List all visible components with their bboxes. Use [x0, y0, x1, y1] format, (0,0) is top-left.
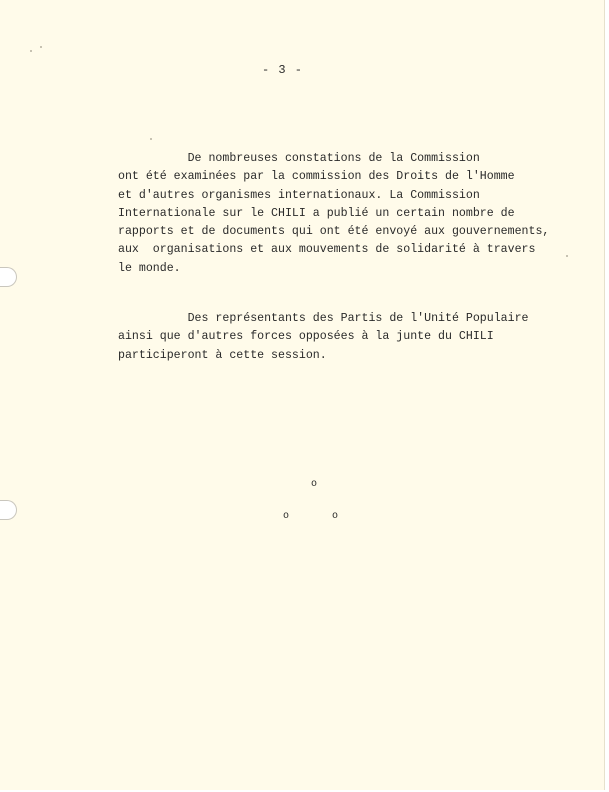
text-line: rapports et de documents qui ont été envoyé aux gouvernements, — [118, 225, 550, 239]
text-line: participeront à cette session. — [118, 348, 327, 362]
paper-speck — [40, 46, 42, 48]
paper-speck — [30, 50, 32, 52]
paragraph-commission-findings — [118, 150, 549, 278]
page-number: - 3 - — [262, 63, 304, 77]
text-line: De nombreuses constations de la Commission — [118, 152, 480, 165]
text-line: Internationale sur le CHILI a publié un certain nombre de — [118, 206, 515, 220]
paper-speck — [566, 255, 568, 257]
punch-hole — [0, 500, 17, 520]
text-line: Des représentants des Partis de l'Unité Populaire — [118, 312, 529, 325]
paper-speck — [150, 138, 152, 140]
text-line: ainsi que d'autres forces opposées à la junte du CHILI — [118, 330, 494, 344]
text-line: et d'autres organismes internationaux. La Commission — [118, 188, 480, 202]
text-line: aux organisations et aux mouvements de solidarité à travers — [118, 243, 536, 257]
text-line: le monde. — [118, 261, 181, 275]
ornament-circle: o — [332, 511, 339, 522]
paragraph-session-participants — [118, 310, 529, 365]
ornament-circle: o — [283, 511, 290, 522]
text-line: ont été examinées par la commission des Droits de l'Homme — [118, 170, 515, 184]
punch-hole — [0, 267, 17, 287]
ornament-circle: o — [311, 479, 318, 490]
